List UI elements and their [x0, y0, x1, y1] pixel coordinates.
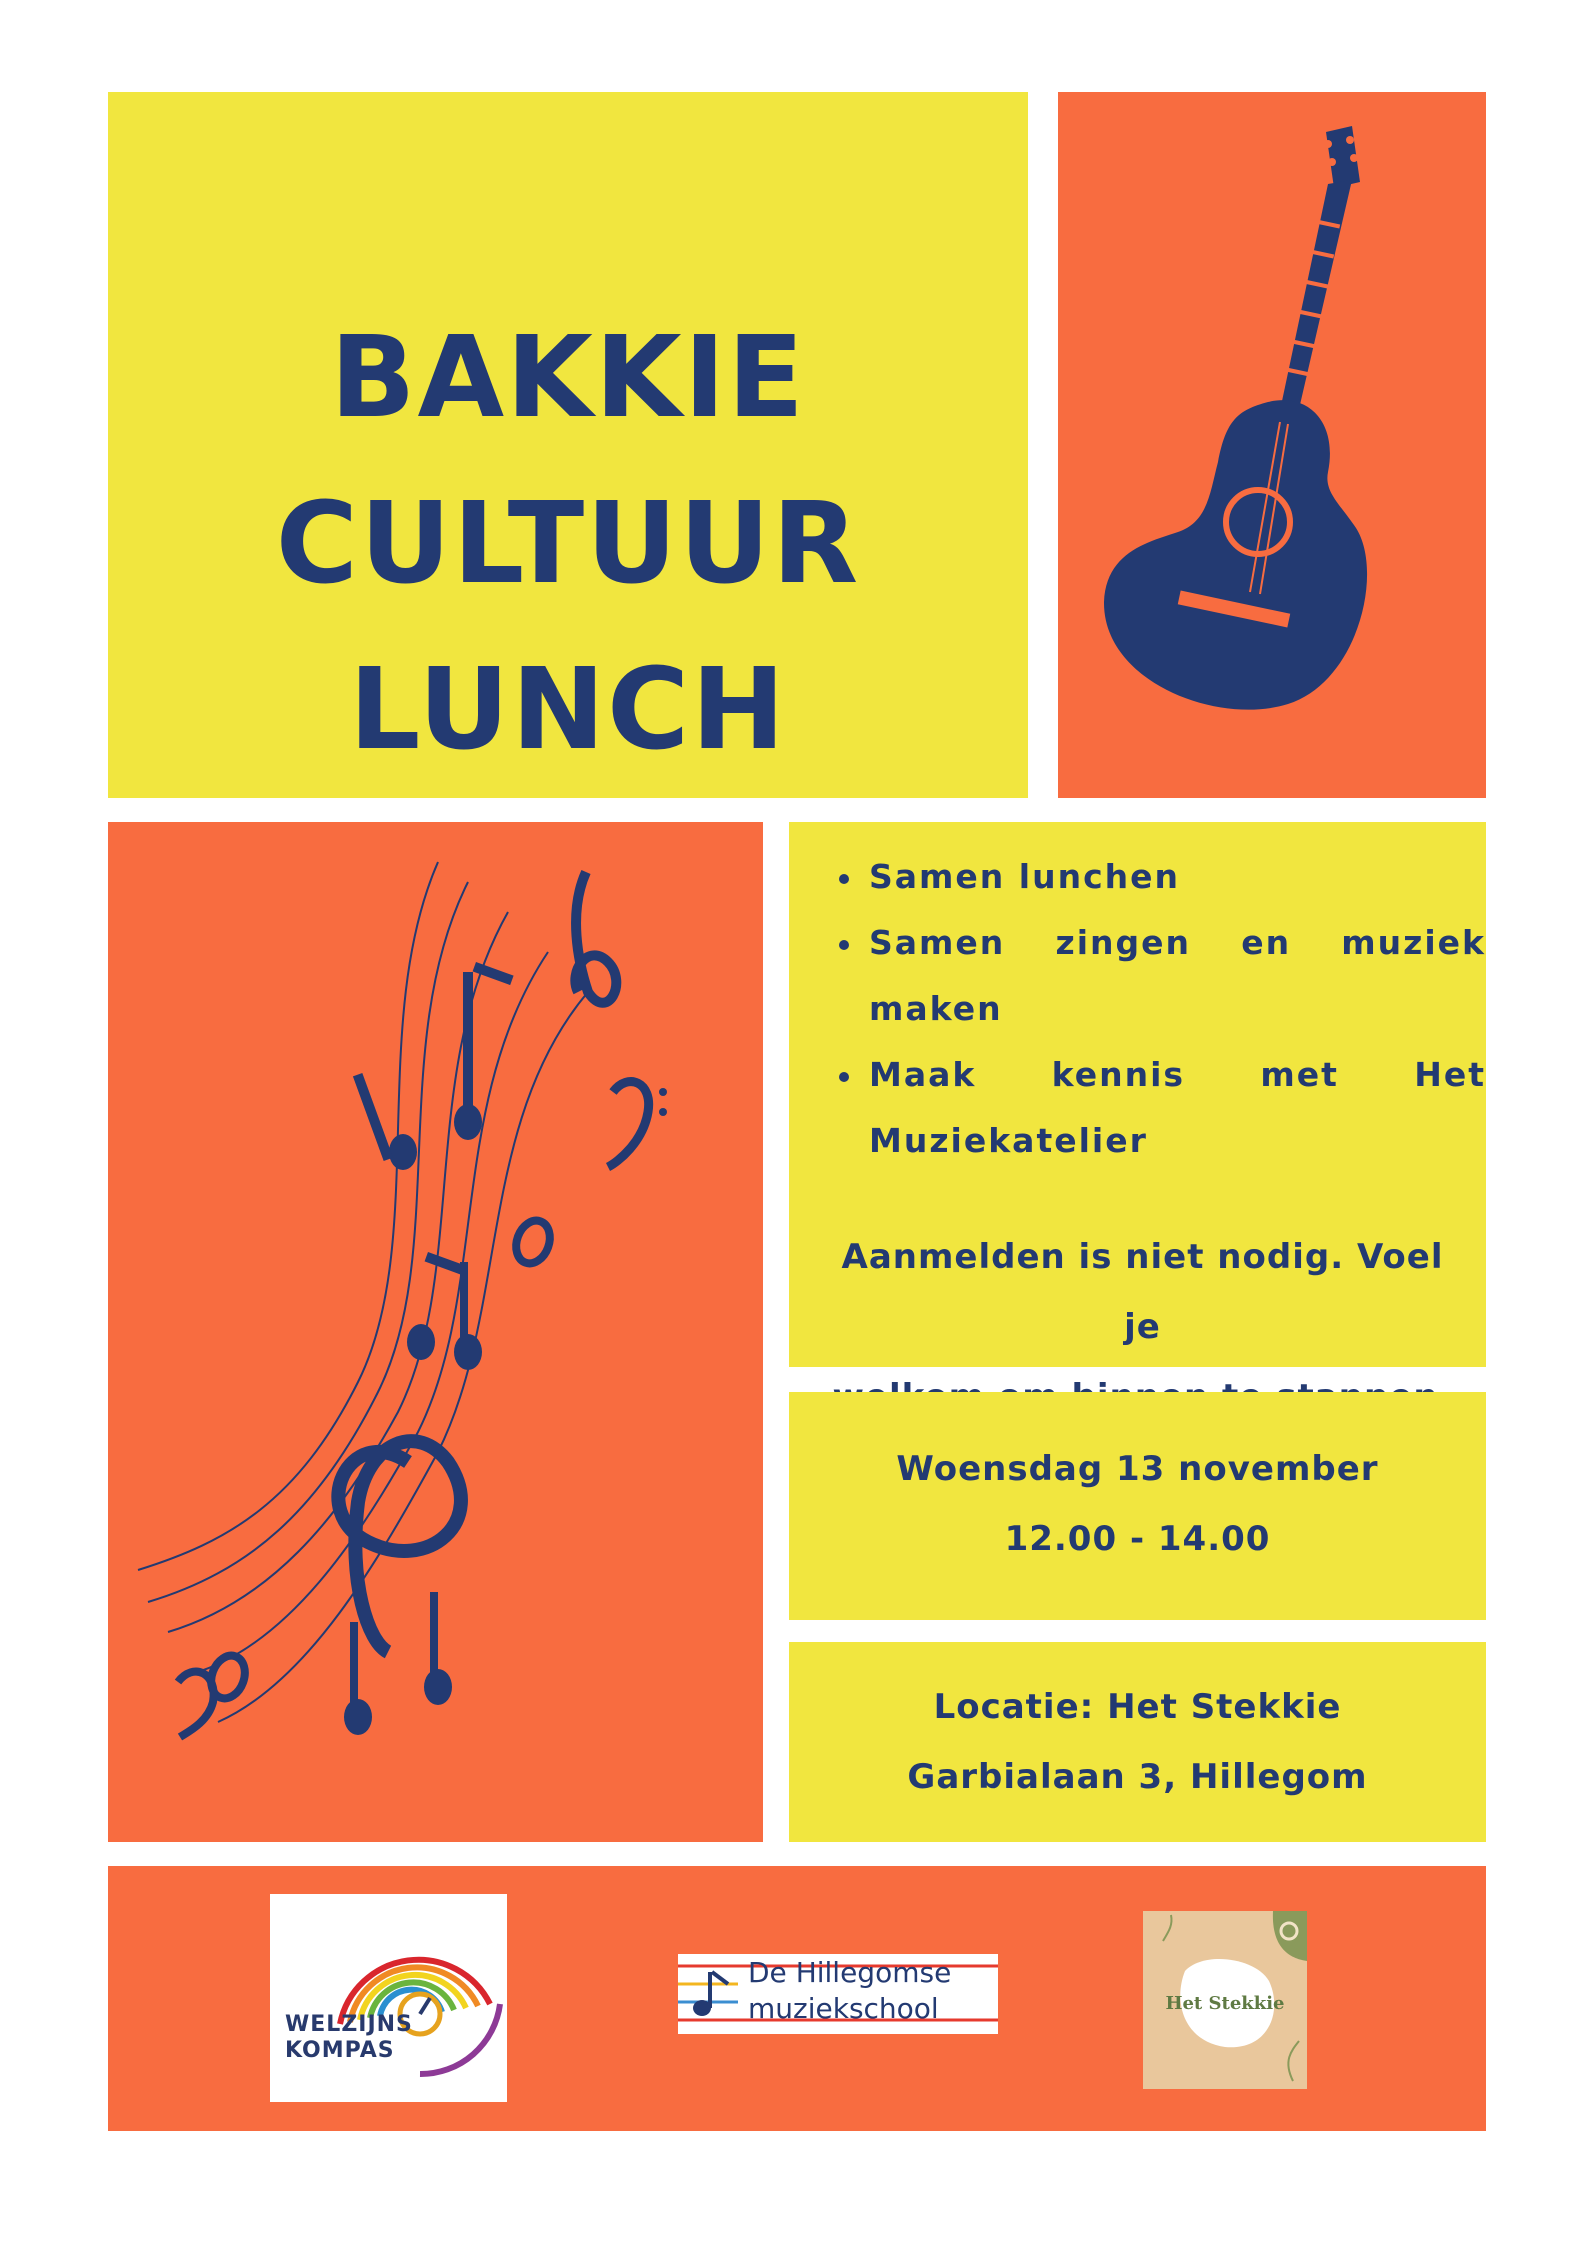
muziekschool-text: muziekschool: [748, 1992, 939, 2025]
notice-line-1: Aanmelden is niet nodig. Voel je: [841, 1237, 1444, 1347]
kompas-text: KOMPAS: [285, 2038, 395, 2063]
guitar-panel: [1058, 92, 1486, 798]
hillegomse-text: De Hillegomse: [748, 1956, 952, 1989]
location-panel: [789, 1642, 1486, 1842]
event-date: Woensdag 13 november: [896, 1449, 1379, 1489]
event-time: 12.00 - 14.00: [1004, 1519, 1271, 1559]
datetime-panel: [789, 1392, 1486, 1620]
music-panel: [108, 822, 763, 1842]
guitar-icon: [1058, 92, 1486, 798]
location-name: Locatie: Het Stekkie: [933, 1687, 1342, 1727]
list-item: Samen zingen en muziek maken: [829, 910, 1486, 1042]
list-item: Maak kennis met Het Muziekatelier: [829, 1042, 1486, 1174]
het-stekkie-logo: [1143, 1911, 1307, 2089]
title-line-2: CULTUUR: [275, 479, 861, 609]
rainbow-compass-icon: [270, 1894, 507, 2102]
activity-list: [829, 844, 1486, 1174]
title-panel: [108, 92, 1028, 798]
stekkie-text: Het Stekkie: [1165, 1993, 1285, 2014]
music-notes-icon: [108, 822, 763, 1842]
welzijnskompas-logo: [270, 1894, 507, 2102]
title-line-1: BAKKIE: [330, 313, 806, 443]
hillegomse-muziekschool-logo: [678, 1954, 998, 2034]
info-panel: [789, 822, 1486, 1367]
list-item: Samen lunchen: [829, 844, 1486, 910]
welzijns-text: WELZIJNS: [285, 2012, 413, 2037]
location-address: Garbialaan 3, Hillegom: [907, 1757, 1368, 1797]
sponsor-logos-panel: [108, 1866, 1486, 2131]
title-line-3: LUNCH: [349, 645, 787, 775]
